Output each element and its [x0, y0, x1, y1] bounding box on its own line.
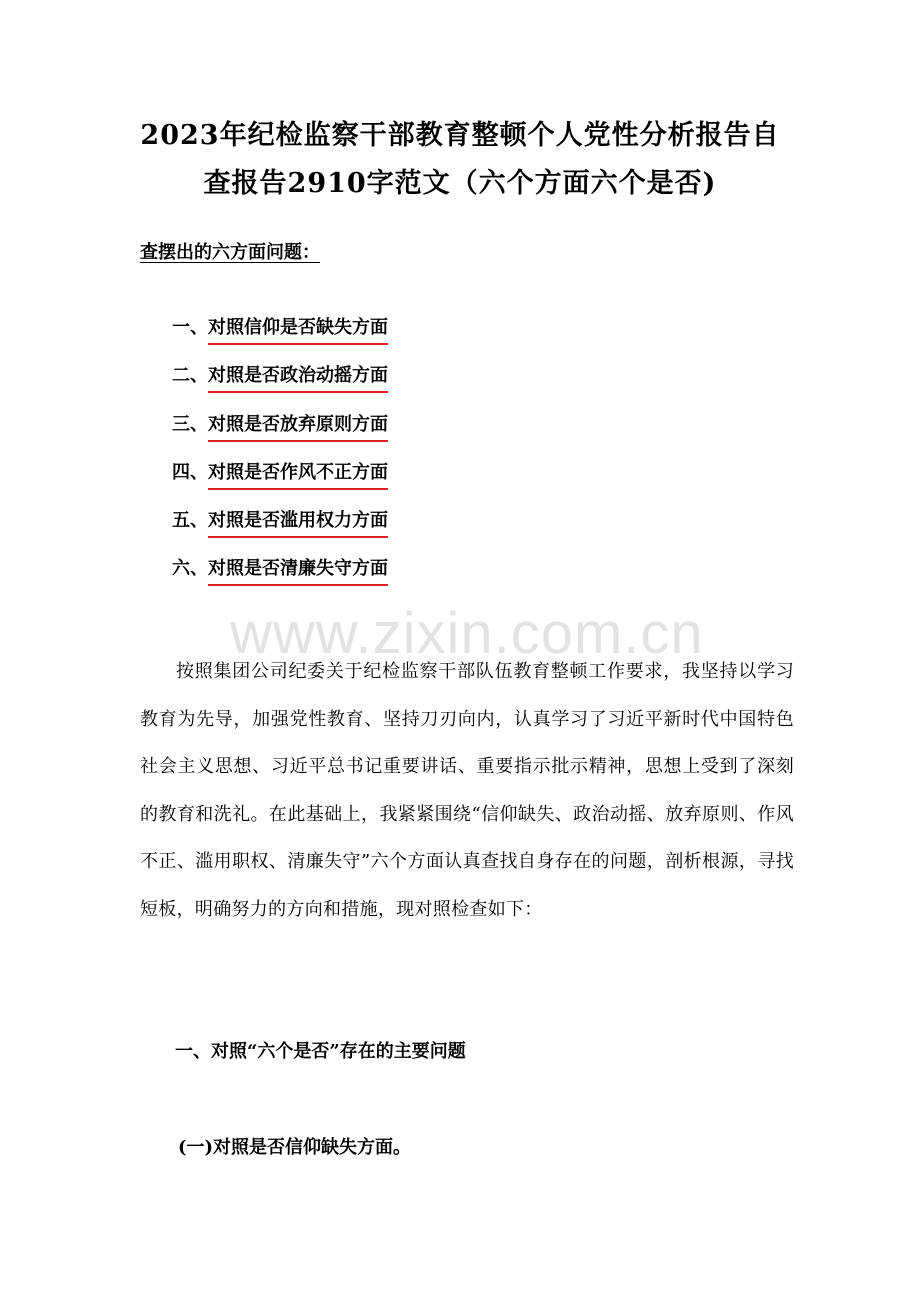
issue-text: 对照是否作风不正方面 — [208, 458, 388, 490]
issue-number: 四、 — [172, 461, 208, 483]
list-item — [172, 310, 388, 358]
title-line-1: 2023年纪检监察干部教育整顿个人党性分析报告自 — [140, 120, 780, 151]
issue-text: 对照是否政治动摇方面 — [208, 361, 388, 393]
issue-text: 对照信仰是否缺失方面 — [208, 313, 388, 345]
issue-number: 一、 — [172, 317, 208, 338]
issues-section-label: 查摆出的六方面问题： — [140, 242, 320, 263]
list-item — [172, 551, 388, 599]
issue-number: 六、 — [172, 558, 208, 580]
issue-text: 对照是否清廉失守方面 — [208, 554, 388, 586]
section-heading: 一、对照“六个是否”存在的主要问题 — [175, 1041, 466, 1062]
list-item — [172, 455, 388, 503]
list-item — [172, 503, 388, 551]
issue-text: 对照是否滥用权力方面 — [208, 506, 388, 538]
list-item — [172, 358, 388, 406]
issues-list — [172, 310, 388, 600]
issue-number: 三、 — [172, 413, 208, 435]
document-title — [60, 112, 860, 208]
issue-number: 二、 — [172, 365, 208, 387]
list-item — [172, 407, 388, 455]
issue-number: 五、 — [172, 510, 208, 532]
watermark: www.zixin.com.cn — [230, 601, 704, 666]
body-paragraph: 按照集团公司纪委关于纪检监察干部队伍教育整顿工作要求，我坚持以学习教育为先导，加强党性教育、坚持刀刃向内，认真学习了习近平新时代中国特色社会主义思想、习近平总书记重要讲话、重要指示批示精神，思想上受到了深刻的教育和洗礼。在此基础上，我紧紧围绕“信仰缺失、政治动摇、放弃原则、作风不正、滥用职权、清廉失守”六个方面认真查找自身存在的问题，剖析根源，寻找短板，明确努力的方向和措施，现对照检查如下： — [140, 661, 794, 920]
title-line-2: 查报告2910字范文（六个方面六个是否) — [203, 168, 717, 199]
issue-text: 对照是否放弃原则方面 — [208, 410, 388, 442]
subsection-heading: (一)对照是否信仰缺失方面。 — [178, 1137, 412, 1158]
